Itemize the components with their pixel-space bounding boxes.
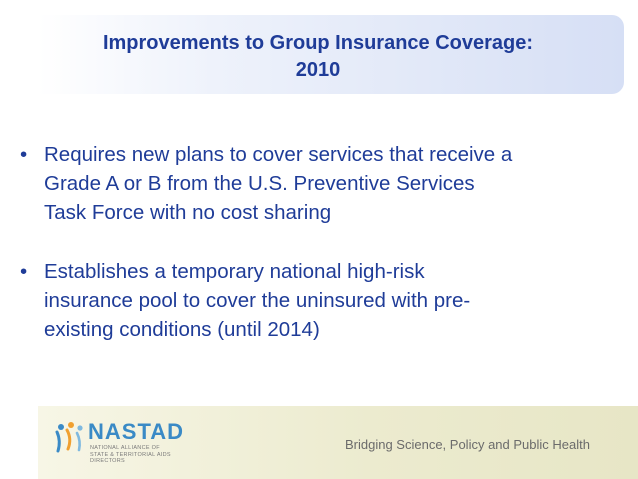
bullet-item-2	[20, 257, 625, 344]
title-line-1: Improvements to Group Insurance Coverage:	[102, 32, 534, 54]
bullet-line: Grade A or B from the U.S. Preventive Services	[44, 172, 475, 195]
people-figures-icon	[52, 419, 88, 455]
bullet-line: existing conditions (until 2014)	[44, 318, 320, 341]
bullet-marker: •	[20, 143, 28, 166]
logo-subtitle: NATIONAL ALLIANCE OF STATE & TERRITORIAL AIDS DIRECTORS	[90, 445, 171, 464]
logo-wordmark: NASTAD	[88, 419, 185, 444]
slide-title	[38, 30, 598, 84]
bullet-item-1	[20, 140, 625, 227]
bullet-list	[20, 140, 625, 374]
title-line-2: 2010	[295, 59, 341, 81]
bullet-marker: •	[20, 260, 28, 283]
nastad-logo	[52, 415, 185, 465]
footer-tagline: Bridging Science, Policy and Public Health	[345, 437, 590, 452]
bullet-line: insurance pool to cover the uninsured with pre-	[44, 289, 471, 312]
bullet-line: Requires new plans to cover services that receive a	[44, 143, 513, 166]
bullet-line: Establishes a temporary national high-risk	[44, 260, 425, 283]
bullet-line: Task Force with no cost sharing	[44, 201, 332, 224]
